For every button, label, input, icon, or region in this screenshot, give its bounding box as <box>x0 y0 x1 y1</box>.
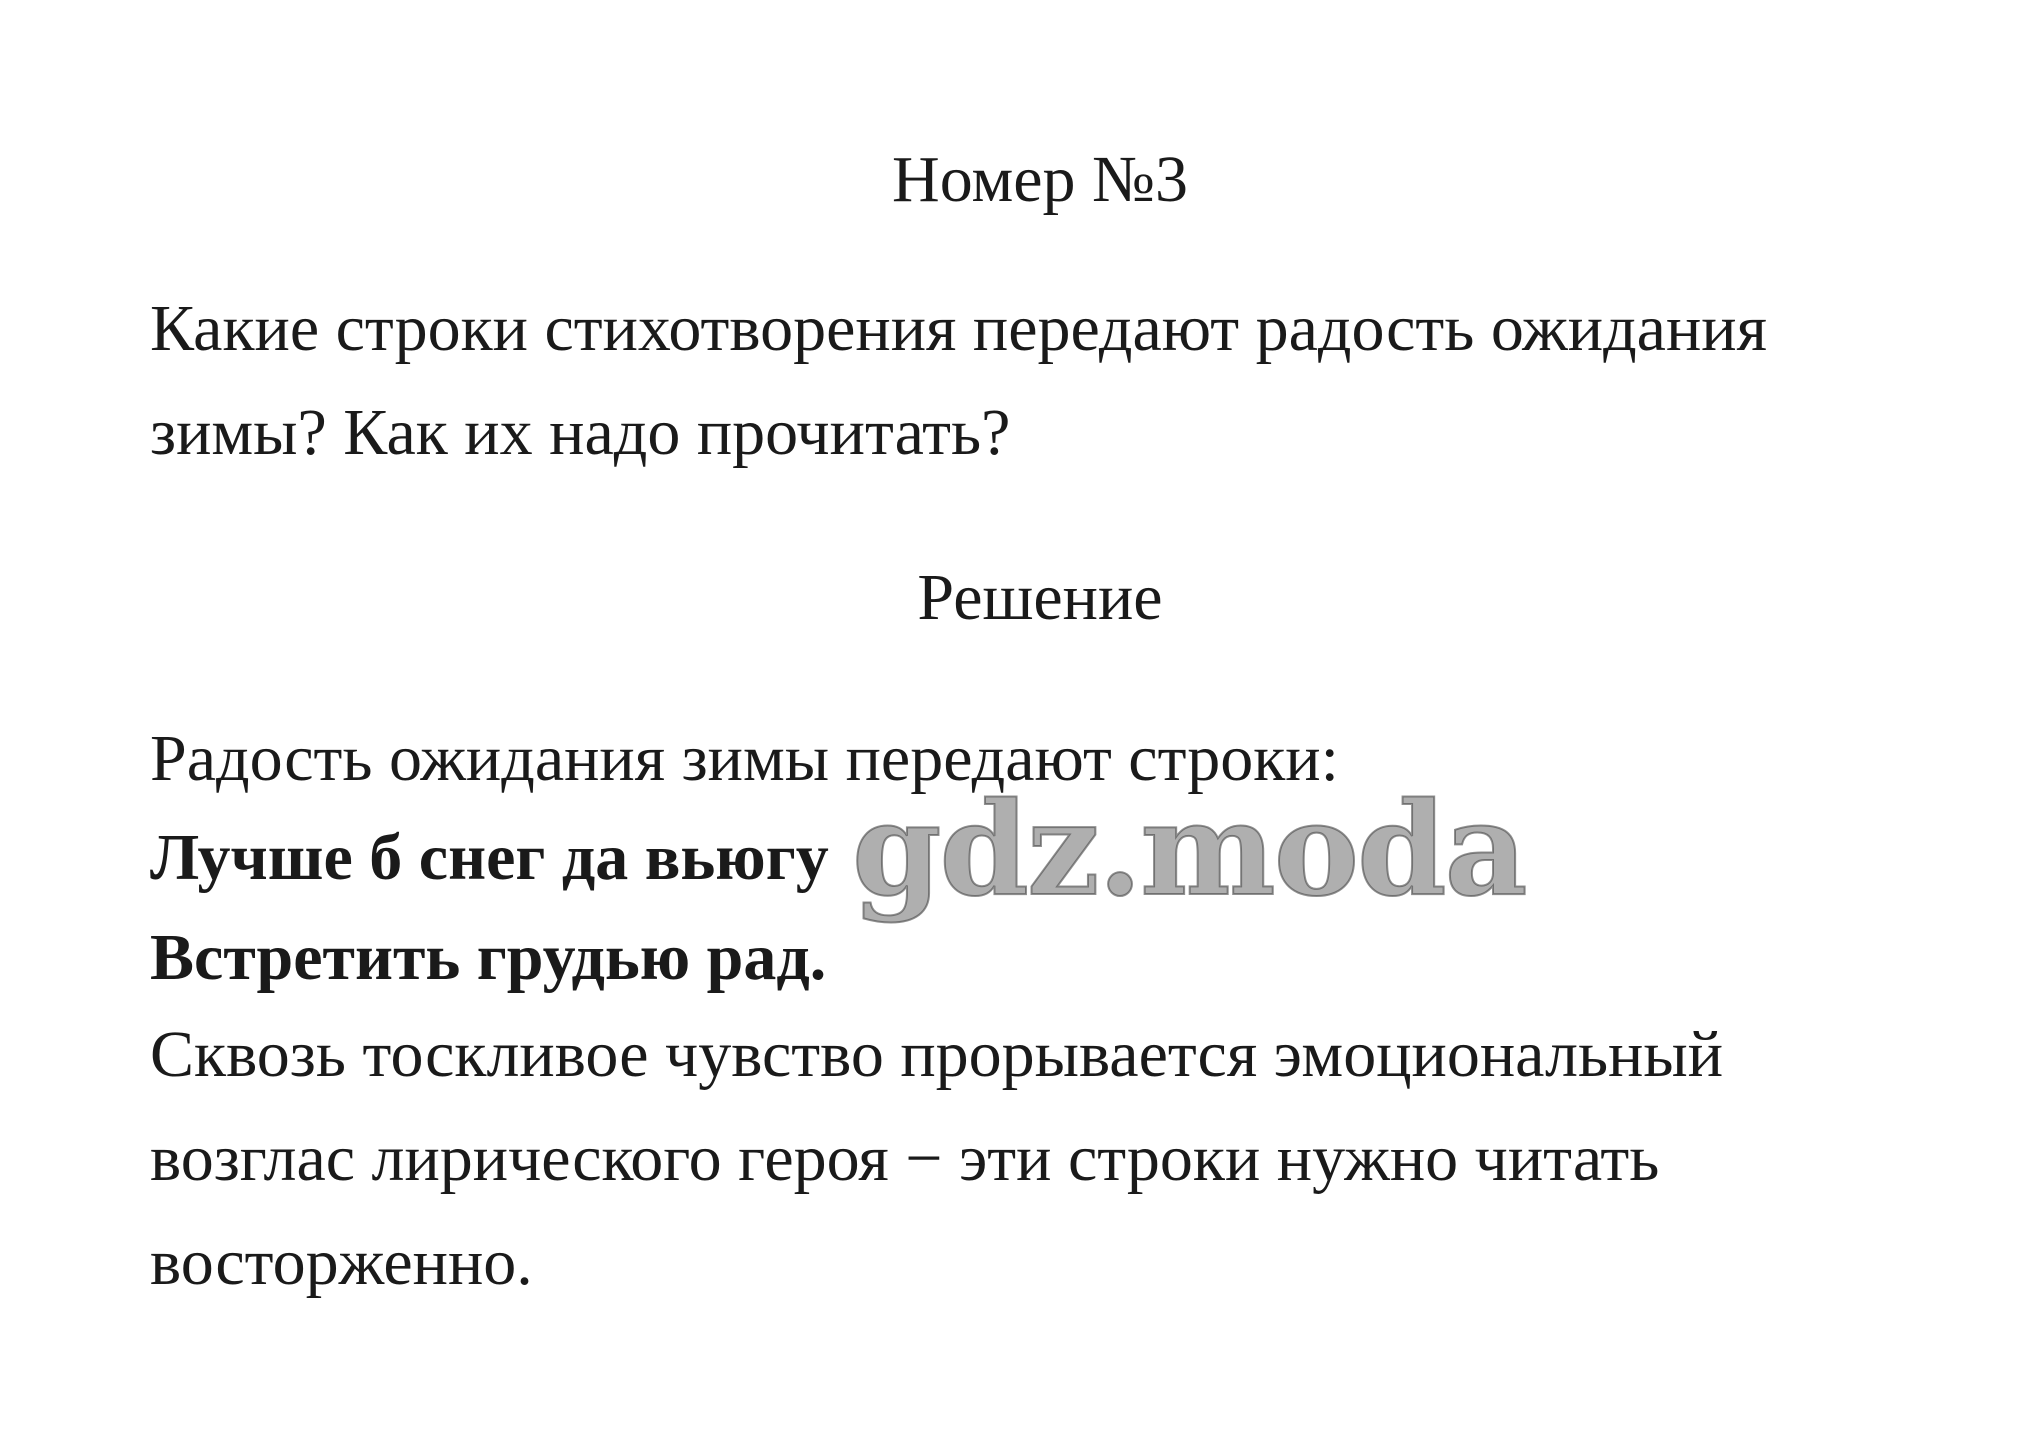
question-text <box>150 277 1767 485</box>
question-line: зимы? Как их надо прочитать? <box>150 396 1011 469</box>
answer-explanation <box>150 1003 1723 1315</box>
quote-line: Встретить грудью рад. <box>150 921 827 994</box>
explanation-line: восторженно. <box>150 1226 533 1299</box>
task-title: Номер №3 <box>892 143 1188 216</box>
explanation-line: Сквозь тоскливое чувство прорывается эмоциональный <box>150 1018 1724 1091</box>
solution-heading: Решение <box>917 561 1163 634</box>
question-line: Какие строки стихотворения передают радость ожидания <box>150 292 1767 365</box>
quote-line: Лучше б снег да вьюгу <box>150 821 829 894</box>
explanation-line: возглас лирического героя − эти строки нужно читать <box>150 1122 1660 1195</box>
watermark-logo: gdz.moda <box>852 775 1526 925</box>
answer-intro: Радость ожидания зимы передают строки: <box>150 722 1339 795</box>
poem-quote <box>150 808 829 1008</box>
